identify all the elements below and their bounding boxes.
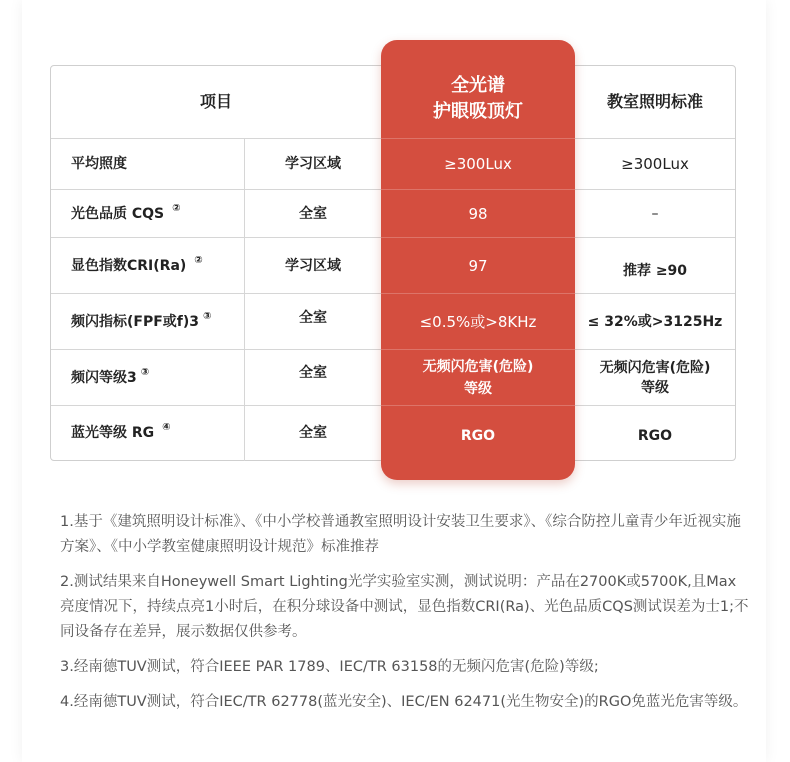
row-product-value: ≤0.5%或>8KHz [419, 312, 537, 331]
footnote-mark: ② [194, 254, 203, 266]
row-scope: 全室 [299, 425, 327, 441]
row-product-value: 97 [468, 256, 488, 275]
row-scope: 全室 [299, 309, 327, 326]
note-4: 4.经南德TUV测试，符合IEC/TR 62778(蓝光安全)、IEC/EN 62471(光生物安全)的RGO免蓝光危害等级。 [60, 694, 748, 710]
row-scope: 学习区域 [285, 156, 341, 172]
footnote-mark: ④ [162, 422, 171, 433]
row-standard-value: 推荐 ≥90 [622, 262, 688, 279]
row-standard-value: ≥300Lux [621, 155, 689, 173]
row-name: 频闪指标(FPF或f)3 ③ [51, 294, 244, 349]
row-product-value: 无频闪危害(危险) 等级 [422, 358, 534, 397]
footnote-mark: ③ [140, 366, 150, 378]
row-scope: 全室 [299, 205, 327, 222]
row-product-value: 98 [468, 204, 488, 223]
row-name: 蓝光等级 RG ④ [51, 406, 244, 460]
row-name: 平均照度 [71, 156, 127, 172]
row-standard-value: – [651, 205, 659, 222]
note-1: 1.基于《建筑照明设计标准》、《中小学校普通教室照明设计安装卫生要求》、《综合防控儿童青少年近视实施方案》、《中小学教室健康照明设计规范》标准推荐 [60, 514, 741, 555]
footnotes [60, 510, 750, 725]
row-name: 频闪等级3 ③ [51, 350, 244, 405]
row-product-value: ≥300Lux [444, 155, 512, 173]
row-scope: 全室 [299, 364, 327, 381]
header-item: 项目 [199, 92, 232, 111]
row-standard-value: 无频闪危害(危险) 等级 [599, 359, 711, 396]
note-3: 3.经南德TUV测试，符合IEEE PAR 1789、IEC/TR 63158的无频闪危害(危险)等级; [60, 659, 599, 675]
row-name: 显色指数CRI(Ra) ② [51, 238, 244, 293]
footnote-mark: ② [172, 202, 181, 214]
header-standard: 教室照明标准 [606, 92, 703, 111]
row-standard-value: ≤ 32%或>3125Hz [587, 313, 723, 330]
footnote-mark: ③ [203, 310, 212, 322]
row-standard-value: RGO [637, 428, 673, 444]
header-product: 全光谱 护眼吸顶灯 [433, 75, 523, 122]
row-scope: 学习区域 [285, 257, 341, 274]
row-name: 光色品质 CQS ② [51, 190, 244, 237]
row-product-value: RGO [460, 428, 496, 444]
note-2: 2.测试结果来自Honeywell Smart Lighting光学实验室实测，测试说明：产品在2700K或5700K,且Max亮度情况下，持续点亮1小时后，在积分球设备中测试，显色指数CRI(Ra)、光色品质CQS测试误差为士1;不同设备存在差异，展示数据仅供参考。 [60, 574, 749, 640]
